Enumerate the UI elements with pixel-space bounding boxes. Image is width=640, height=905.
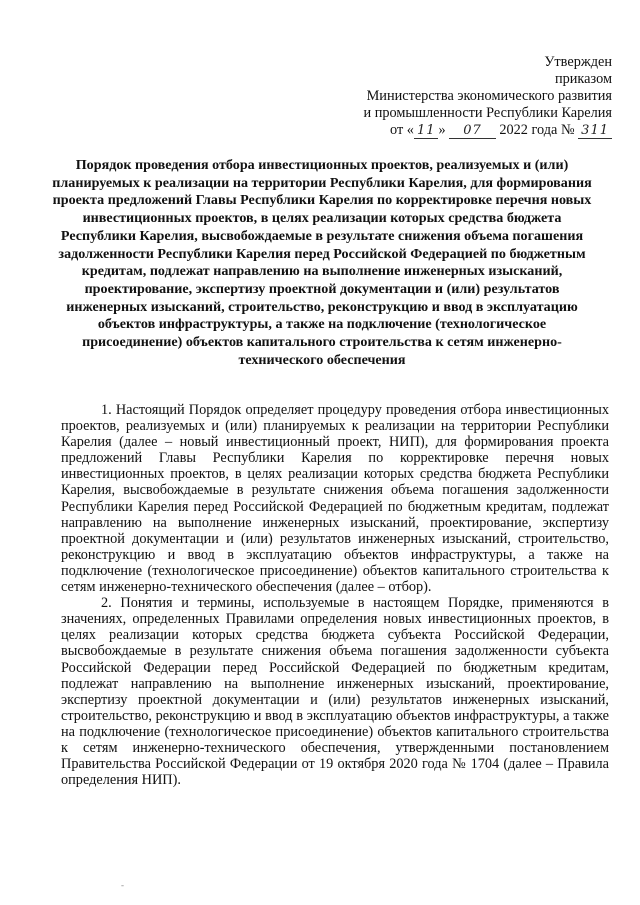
paragraph-2: 2. Понятия и термины, используемые в настоящем Порядке, применяются в значениях, определенных Правилами определения новых инвестиционных проектов, в целях реализации которых средства бюджета субъекта Российской Федерации, высвобождаемые в результате снижения объема погашения задолженности субъекта Российской Федерации перед Российской Федерацией по бюджетным кредитам, подлежат направлению на выполнение инженерных изысканий, проектирование, экспертизу проектной документации и (или) результатов инженерных изысканий, строительство, реконструкцию и ввод в эксплуатацию объектов инфраструктуры, а также на подключение (технологическое присоединение) объектов капитального строительства к сетям инженерно-технического обеспечения, утвержденными постановлением Правительства Российской Федерации от 19 октября 2020 года № 1704 (далее – Правила определения НИП). bbox=[61, 595, 609, 789]
date-year: 2022 года № bbox=[495, 122, 579, 138]
paragraph-1: 1. Настоящий Порядок определяет процедуру проведения отбора инвестиционных проектов, реализуемых и (или) планируемых к реализации на территории Республики Карелия (далее – новый инвестиционный проект, НИП), для формирования проекта предложений Главы Республики Карелия по корректировке перечня новых инвестиционных проектов, в целях реализации которых средства бюджета Республики Карелия, высвобождаемые в результате снижения объема погашения задолженности Республики Карелия перед Российской Федерацией по бюджетным кредитам, подлежат направлению на выполнение инженерных изысканий, проектирование, экспертизу проектной документации и (или) результатов инженерных изысканий, строительство, реконструкцию и ввод в эксплуатацию объектов инфраструктуры, а также на подключение (технологическое присоединение) объектов капитального строительства к сетям инженерно-технического обеспечения (далее – отбор). bbox=[61, 402, 609, 596]
date-prefix: от « bbox=[390, 122, 414, 138]
approval-date-line bbox=[312, 122, 612, 139]
approval-line-ministry-cont: и промышленности Республики Карелия bbox=[363, 105, 612, 121]
handwritten-number: 311 bbox=[578, 123, 612, 139]
document-title: Порядок проведения отбора инвестиционных проектов, реализуемых и (или) планируемых к реализации на территории Республики Карелия, для формирования проекта предложений Главы Республики Карелия по корректировке перечня новых инвестиционных проектов, в целях реализации которых средства бюджета Республики Карелия, высвобождаемые в результате снижения объема погашения задолженности Республики Карелия перед Российской Федерацией по бюджетным кредитам, подлежат направлению на выполнение инженерных изысканий, проектирование, экспертизу проектной документации и (или) результатов инженерных изысканий, строительство, реконструкцию и ввод в эксплуатацию объектов инфраструктуры, а также на подключение (технологическое присоединение) объектов капитального строительства к сетям инженерно-технического обеспечения bbox=[52, 157, 592, 368]
document-body bbox=[61, 402, 609, 788]
approval-line-approved: Утвержден bbox=[544, 54, 612, 70]
date-mid: » bbox=[438, 122, 450, 138]
approval-line-ministry: Министерства экономического развития bbox=[366, 88, 612, 104]
page-mark: - bbox=[121, 880, 124, 890]
handwritten-month: 07 bbox=[449, 123, 496, 139]
approval-stamp bbox=[312, 54, 612, 139]
handwritten-day: 11 bbox=[414, 123, 439, 139]
approval-line-order: приказом bbox=[554, 71, 612, 87]
